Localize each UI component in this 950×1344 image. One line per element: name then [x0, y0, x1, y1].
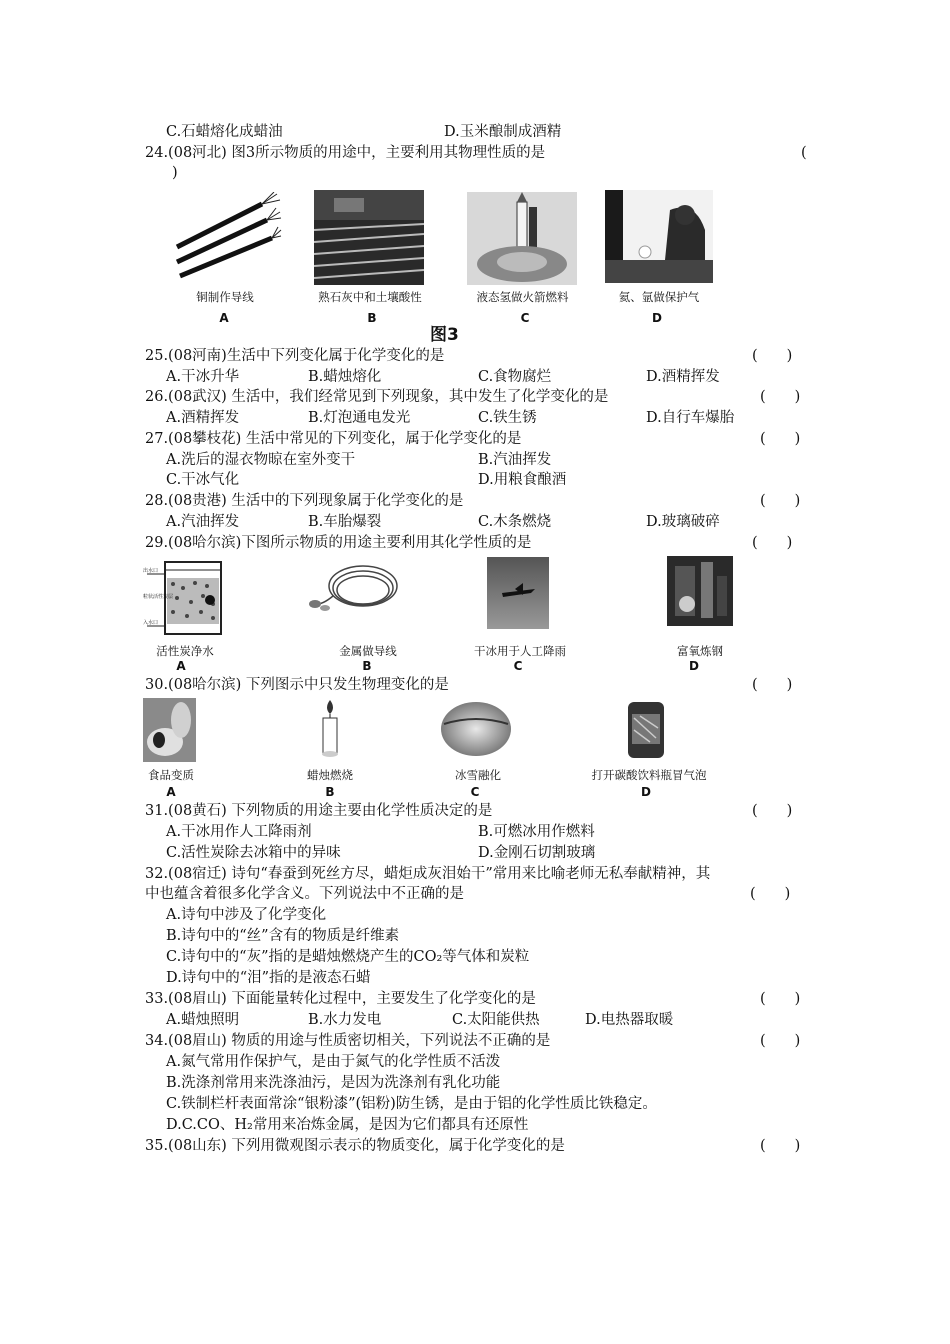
q24-letter-c: C	[520, 311, 530, 325]
q34-option-b: B.洗涤剂常用来洗涤油污，是因为洗涤剂有乳化功能	[166, 1075, 501, 1091]
q24-letter-b: B	[367, 311, 377, 325]
q31-option-a: A.干冰用作人工降雨剂	[166, 824, 312, 840]
oxygen-steelmaking-image	[667, 556, 733, 626]
q33-option-b: B.水力发电	[308, 1012, 382, 1028]
q32-paren: ( )	[750, 886, 791, 902]
q33-option-c: C.太阳能供热	[452, 1012, 540, 1028]
q33-stem: 33.(08眉山) 下面能量转化过程中，主要发生了化学变化的是	[145, 991, 536, 1007]
q35-paren: ( )	[760, 1138, 801, 1154]
q32-option-d: D.诗句中的“泪”指的是液态石蜡	[166, 970, 371, 986]
q34-stem: 34.(08眉山) 物质的用途与性质密切相关，下列说法不正确的是	[145, 1033, 551, 1049]
q25-paren: ( )	[752, 348, 793, 364]
q25-option-a: A.干冰升华	[166, 369, 240, 385]
q24-caption-b: 熟石灰中和土壤酸性	[318, 290, 422, 304]
q28-option-b: B.车胎爆裂	[308, 514, 382, 530]
q24-letter-a: A	[219, 311, 229, 325]
q31-option-b: B.可燃冰用作燃料	[478, 824, 595, 840]
q25-option-b: B.蜡烛熔化	[308, 369, 382, 385]
q30-caption-a: 食品变质	[148, 768, 194, 782]
field-image	[314, 190, 424, 285]
q33-option-d: D.电热器取暖	[585, 1012, 674, 1028]
q24-paren-close: )	[172, 165, 178, 181]
q26-option-c: C.铁生锈	[478, 410, 537, 426]
q25-option-d: D.酒精挥发	[646, 369, 720, 385]
q26-stem: 26.(08武汉) 生活中，我们经常见到下列现象，其中发生了化学变化的是	[145, 389, 609, 405]
q28-option-c: C.木条燃烧	[478, 514, 552, 530]
q29-letter-a: A	[176, 659, 186, 673]
q27-paren: ( )	[760, 431, 801, 447]
cloud-seeding-plane-image	[487, 557, 549, 629]
q32-option-b: B.诗句中的“丝”含有的物质是纤维素	[166, 928, 400, 944]
q32-stem-line1: 32.(08宿迁) 诗句“春蚕到死丝方尽，蜡炬成灰泪始干”常用来比喻老师无私奉献精神，其	[145, 866, 711, 882]
rocket-launch-image	[467, 192, 577, 285]
q29-letter-c: C	[513, 659, 523, 673]
q28-stem: 28.(08贵港) 生活中的下列现象属于化学变化的是	[145, 493, 464, 509]
q30-letter-c: C	[470, 785, 480, 799]
filter-label-carbon: 粒状活性炭层	[143, 594, 174, 600]
q24-stem: 24.(08河北) 图3所示物质的用途中，主要利用其物理性质的是	[145, 145, 546, 161]
q27-option-c: C.干冰气化	[166, 472, 240, 488]
q27-option-b: B.汽油挥发	[478, 452, 552, 468]
q32-option-a: A.诗句中涉及了化学变化	[166, 907, 327, 923]
q29-paren: ( )	[752, 535, 793, 551]
q28-option-d: D.玻璃破碎	[646, 514, 720, 530]
q26-option-d: D.自行车爆胎	[646, 410, 735, 426]
q24-caption-c: 液态氢做火箭燃料	[476, 290, 569, 304]
q32-stem-line2: 中也蕴含着很多化学含义。下列说法中不正确的是	[145, 886, 464, 902]
q35-stem: 35.(08山东) 下列用微观图示表示的物质变化，属于化学变化的是	[145, 1138, 565, 1154]
q30-caption-b: 蜡烛燃烧	[307, 768, 353, 782]
melting-snow-image	[440, 700, 512, 758]
spoiled-food-image	[143, 698, 196, 762]
q30-caption-c: 冰雪融化	[455, 768, 501, 782]
q26-option-a: A.酒精挥发	[166, 410, 240, 426]
q29-caption-c: 干冰用于人工降雨	[474, 644, 566, 658]
q30-stem: 30.(08哈尔滨) 下列图示中只发生物理变化的是	[145, 677, 449, 693]
figure-3-label: 图3	[430, 325, 459, 345]
q34-paren: ( )	[760, 1033, 801, 1049]
q28-paren: ( )	[760, 493, 801, 509]
burning-candle-image	[310, 698, 350, 760]
q24-letter-d: D	[652, 311, 662, 325]
soda-bottle-image	[620, 698, 672, 762]
q30-caption-d: 打开碳酸饮料瓶冒气泡	[591, 768, 707, 782]
activated-carbon-filter-diagram	[143, 556, 235, 638]
q34-option-c: C.铁制栏杆表面常涂“银粉漆”(铝粉)防生锈，是由于铝的化学性质比铁稳定。	[166, 1096, 657, 1112]
q29-stem: 29.(08哈尔滨)下图所示物质的用途主要利用其化学性质的是	[145, 535, 532, 551]
q31-stem: 31.(08黄石) 下列物质的用途主要由化学性质决定的是	[145, 803, 493, 819]
q30-letter-b: B	[325, 785, 335, 799]
q24-caption-a: 铜制作导线	[196, 290, 254, 304]
filter-label-outlet: 出水口	[143, 568, 159, 574]
q32-option-c: C.诗句中的“灰”指的是蜡烛燃烧产生的CO₂等气体和炭粒	[166, 949, 530, 965]
q24-caption-d: 氦、氩做保护气	[618, 290, 700, 304]
q25-option-c: C.食物腐烂	[478, 369, 552, 385]
q27-option-a: A.洗后的湿衣物晾在室外变干	[166, 452, 356, 468]
q34-option-d: D.C.CO、H₂常用来冶炼金属，是因为它们都具有还原性	[166, 1117, 529, 1133]
q27-option-d: D.用粮食酿酒	[478, 472, 567, 488]
q29-caption-d: 富氧炼钢	[677, 644, 723, 658]
coiled-wire-image	[303, 556, 403, 624]
welding-image	[605, 190, 713, 283]
q23-option-d: D.玉米酿制成酒精	[444, 124, 562, 140]
q24-paren-open: (	[801, 145, 807, 161]
q29-letter-b: B	[362, 659, 372, 673]
q26-paren: ( )	[760, 389, 801, 405]
q27-stem: 27.(08攀枝花) 生活中常见的下列变化，属于化学变化的是	[145, 431, 522, 447]
q26-option-b: B.灯泡通电发光	[308, 410, 411, 426]
q31-option-c: C.活性炭除去冰箱中的异味	[166, 845, 341, 861]
q23-option-c: C.石蜡熔化成蜡油	[166, 124, 283, 140]
q30-letter-d: D	[641, 785, 651, 799]
q30-letter-a: A	[166, 785, 176, 799]
q25-stem: 25.(08河南)生活中下列变化属于化学变化的是	[145, 348, 445, 364]
q29-letter-d: D	[689, 659, 699, 673]
q29-caption-a: 活性炭净水	[156, 644, 214, 658]
q31-paren: ( )	[752, 803, 793, 819]
q34-option-a: A.氮气常用作保护气，是由于氮气的化学性质不活泼	[166, 1054, 501, 1070]
q30-paren: ( )	[752, 677, 793, 693]
q33-paren: ( )	[760, 991, 801, 1007]
q29-caption-b: 金属做导线	[339, 644, 397, 658]
filter-label-inlet: 入水口	[143, 620, 159, 626]
q31-option-d: D.金刚石切割玻璃	[478, 845, 596, 861]
copper-wire-image	[172, 192, 282, 284]
q33-option-a: A.蜡烛照明	[166, 1012, 240, 1028]
q28-option-a: A.汽油挥发	[166, 514, 240, 530]
